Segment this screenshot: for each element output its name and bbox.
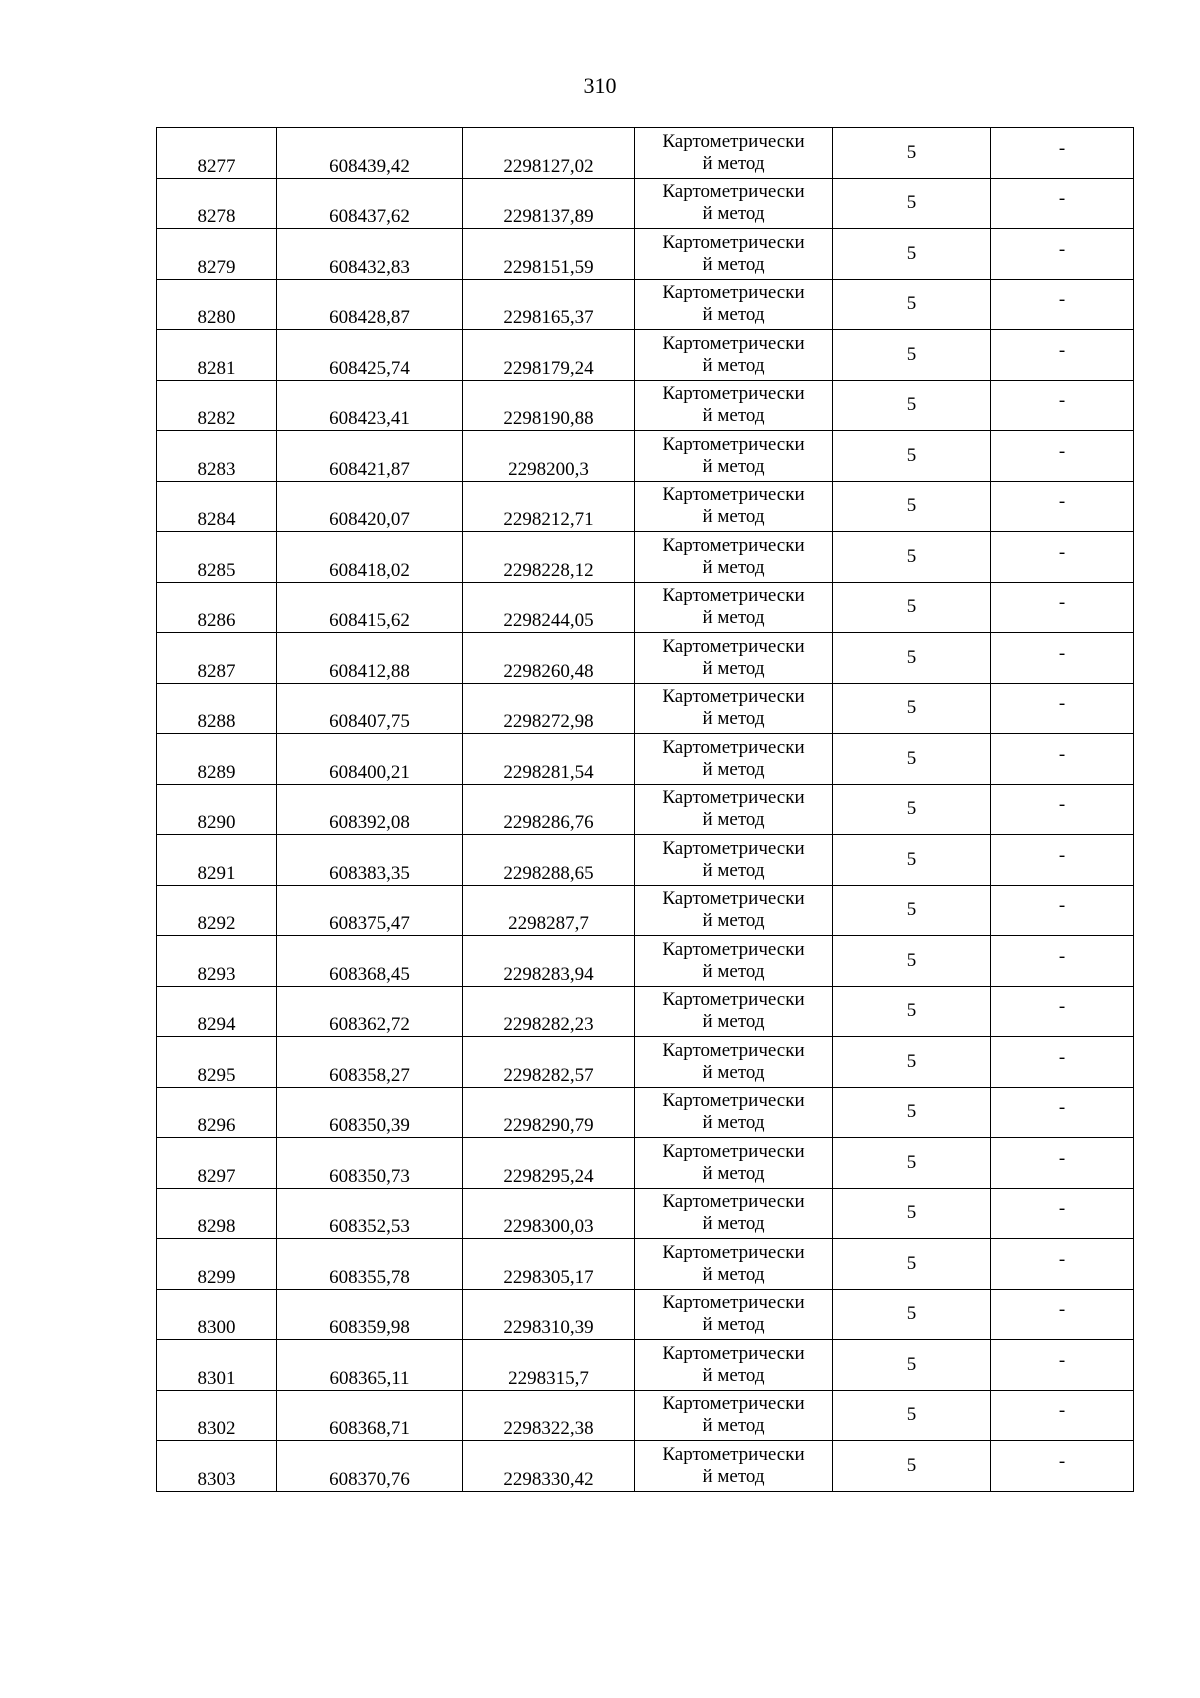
y-coordinate-cell: 2298310,39: [463, 1289, 635, 1340]
note-text: -: [1058, 996, 1066, 1018]
method-line-1: Картометрически: [662, 383, 805, 405]
note-cell: [991, 986, 1134, 1037]
accuracy-cell: 5: [833, 1037, 991, 1088]
note-text: -: [1058, 541, 1066, 563]
point-number-cell: 8301: [157, 1340, 277, 1391]
point-number-cell: 8295: [157, 1037, 277, 1088]
method-line-2: й метод: [702, 1061, 765, 1083]
note-text: -: [1058, 289, 1066, 311]
point-number-cell: 8279: [157, 229, 277, 280]
method-line-2: й метод: [702, 203, 765, 225]
note-cell: [991, 683, 1134, 734]
x-coordinate-cell: 608365,11: [277, 1340, 463, 1391]
point-number-cell: 8299: [157, 1239, 277, 1290]
x-coordinate-cell: 608368,71: [277, 1390, 463, 1441]
method-cell: [635, 1037, 833, 1088]
method-line-1: Картометрически: [662, 1241, 805, 1263]
note-text: -: [1058, 1400, 1066, 1422]
point-number-cell: 8280: [157, 279, 277, 330]
note-cell: [991, 1340, 1134, 1391]
method-line-2: й метод: [702, 152, 765, 174]
method-line-1: Картометрически: [662, 282, 805, 304]
y-coordinate-cell: 2298228,12: [463, 532, 635, 583]
x-coordinate-cell: 608362,72: [277, 986, 463, 1037]
method-line-2: й метод: [702, 1415, 765, 1437]
point-number-cell: 8289: [157, 734, 277, 785]
point-number-cell: 8288: [157, 683, 277, 734]
method-line-2: й метод: [702, 1364, 765, 1386]
note-cell: [991, 532, 1134, 583]
note-cell: [991, 481, 1134, 532]
point-number-cell: 8294: [157, 986, 277, 1037]
x-coordinate-cell: 608350,39: [277, 1087, 463, 1138]
accuracy-cell: 5: [833, 683, 991, 734]
method-line-1: Картометрически: [662, 130, 805, 152]
method-cell: [635, 1239, 833, 1290]
note-text: -: [1058, 390, 1066, 412]
x-coordinate-cell: 608439,42: [277, 128, 463, 179]
coordinates-table-body: [157, 128, 1134, 1492]
x-coordinate-cell: 608425,74: [277, 330, 463, 381]
method-line-2: й метод: [702, 910, 765, 932]
accuracy-cell: 5: [833, 734, 991, 785]
accuracy-cell: 5: [833, 229, 991, 280]
table-row: [157, 431, 1134, 482]
method-line-2: й метод: [702, 1162, 765, 1184]
method-cell: [635, 1340, 833, 1391]
table-row: [157, 1390, 1134, 1441]
method-line-2: й метод: [702, 657, 765, 679]
method-line-2: й метод: [702, 859, 765, 881]
note-cell: [991, 431, 1134, 482]
method-line-1: Картометрически: [662, 1393, 805, 1415]
y-coordinate-cell: 2298190,88: [463, 380, 635, 431]
method-line-2: й метод: [702, 1263, 765, 1285]
point-number-cell: 8284: [157, 481, 277, 532]
y-coordinate-cell: 2298288,65: [463, 835, 635, 886]
method-cell: [635, 380, 833, 431]
method-cell: [635, 734, 833, 785]
note-text: -: [1058, 188, 1066, 210]
accuracy-cell: 5: [833, 532, 991, 583]
x-coordinate-cell: 608407,75: [277, 683, 463, 734]
table-row: [157, 1239, 1134, 1290]
note-text: -: [1058, 1349, 1066, 1371]
method-cell: [635, 532, 833, 583]
method-cell: [635, 229, 833, 280]
page-number: 310: [583, 73, 617, 98]
method-line-2: й метод: [702, 253, 765, 275]
method-line-1: Картометрически: [662, 1342, 805, 1364]
method-line-1: Картометрически: [662, 787, 805, 809]
x-coordinate-cell: 608412,88: [277, 633, 463, 684]
method-line-1: Картометрически: [662, 686, 805, 708]
x-coordinate-cell: 608355,78: [277, 1239, 463, 1290]
method-cell: [635, 178, 833, 229]
note-text: -: [1058, 743, 1066, 765]
method-cell: [635, 1087, 833, 1138]
accuracy-cell: 5: [833, 1289, 991, 1340]
note-cell: [991, 1441, 1134, 1492]
accuracy-cell: 5: [833, 633, 991, 684]
method-cell: [635, 1441, 833, 1492]
x-coordinate-cell: 608383,35: [277, 835, 463, 886]
method-line-1: Картометрически: [662, 1191, 805, 1213]
note-cell: [991, 1239, 1134, 1290]
accuracy-cell: 5: [833, 380, 991, 431]
table-row: [157, 1441, 1134, 1492]
method-cell: [635, 1138, 833, 1189]
y-coordinate-cell: 2298287,7: [463, 885, 635, 936]
note-text: -: [1058, 592, 1066, 614]
method-line-1: Картометрически: [662, 534, 805, 556]
y-coordinate-cell: 2298295,24: [463, 1138, 635, 1189]
accuracy-cell: 5: [833, 1087, 991, 1138]
note-cell: [991, 784, 1134, 835]
table-row: [157, 1087, 1134, 1138]
accuracy-cell: 5: [833, 1138, 991, 1189]
accuracy-cell: 5: [833, 582, 991, 633]
note-text: -: [1058, 844, 1066, 866]
note-cell: [991, 1188, 1134, 1239]
accuracy-cell: 5: [833, 178, 991, 229]
accuracy-cell: 5: [833, 330, 991, 381]
method-line-2: й метод: [702, 1314, 765, 1336]
note-text: -: [1058, 945, 1066, 967]
point-number-cell: 8281: [157, 330, 277, 381]
x-coordinate-cell: 608432,83: [277, 229, 463, 280]
note-text: -: [1058, 137, 1066, 159]
point-number-cell: 8296: [157, 1087, 277, 1138]
method-line-2: й метод: [702, 708, 765, 730]
table-row: [157, 885, 1134, 936]
table-row: [157, 683, 1134, 734]
method-line-1: Картометрически: [662, 332, 805, 354]
table-row: [157, 986, 1134, 1037]
point-number-cell: 8297: [157, 1138, 277, 1189]
note-text: -: [1058, 339, 1066, 361]
table-row: [157, 734, 1134, 785]
note-cell: [991, 936, 1134, 987]
accuracy-cell: 5: [833, 1441, 991, 1492]
note-cell: [991, 1087, 1134, 1138]
method-cell: [635, 481, 833, 532]
x-coordinate-cell: 608358,27: [277, 1037, 463, 1088]
y-coordinate-cell: 2298179,24: [463, 330, 635, 381]
x-coordinate-cell: 608350,73: [277, 1138, 463, 1189]
method-line-1: Картометрически: [662, 989, 805, 1011]
note-cell: [991, 1390, 1134, 1441]
method-line-1: Картометрически: [662, 1039, 805, 1061]
method-line-2: й метод: [702, 809, 765, 831]
y-coordinate-cell: 2298290,79: [463, 1087, 635, 1138]
point-number-cell: 8298: [157, 1188, 277, 1239]
table-row: [157, 380, 1134, 431]
method-line-1: Картометрически: [662, 736, 805, 758]
note-cell: [991, 582, 1134, 633]
y-coordinate-cell: 2298127,02: [463, 128, 635, 179]
y-coordinate-cell: 2298281,54: [463, 734, 635, 785]
method-line-2: й метод: [702, 354, 765, 376]
x-coordinate-cell: 608423,41: [277, 380, 463, 431]
y-coordinate-cell: 2298272,98: [463, 683, 635, 734]
method-line-2: й метод: [702, 607, 765, 629]
accuracy-cell: 5: [833, 1340, 991, 1391]
method-cell: [635, 1289, 833, 1340]
table-row: [157, 936, 1134, 987]
table-row: [157, 532, 1134, 583]
note-text: -: [1058, 1046, 1066, 1068]
note-text: -: [1058, 1450, 1066, 1472]
accuracy-cell: 5: [833, 1390, 991, 1441]
table-row: [157, 633, 1134, 684]
coordinates-table: [156, 127, 1134, 1492]
x-coordinate-cell: 608415,62: [277, 582, 463, 633]
y-coordinate-cell: 2298212,71: [463, 481, 635, 532]
accuracy-cell: 5: [833, 1239, 991, 1290]
method-cell: [635, 784, 833, 835]
y-coordinate-cell: 2298244,05: [463, 582, 635, 633]
method-cell: [635, 431, 833, 482]
note-cell: [991, 1037, 1134, 1088]
method-line-2: й метод: [702, 758, 765, 780]
x-coordinate-cell: 608359,98: [277, 1289, 463, 1340]
method-line-2: й метод: [702, 455, 765, 477]
x-coordinate-cell: 608400,21: [277, 734, 463, 785]
y-coordinate-cell: 2298330,42: [463, 1441, 635, 1492]
x-coordinate-cell: 608352,53: [277, 1188, 463, 1239]
point-number-cell: 8277: [157, 128, 277, 179]
accuracy-cell: 5: [833, 1188, 991, 1239]
method-line-1: Картометрически: [662, 433, 805, 455]
y-coordinate-cell: 2298137,89: [463, 178, 635, 229]
method-line-1: Картометрически: [662, 484, 805, 506]
table-row: [157, 1340, 1134, 1391]
table-row: [157, 279, 1134, 330]
method-line-1: Картометрически: [662, 888, 805, 910]
point-number-cell: 8282: [157, 380, 277, 431]
note-text: -: [1058, 1097, 1066, 1119]
method-line-2: й метод: [702, 304, 765, 326]
note-text: -: [1058, 693, 1066, 715]
point-number-cell: 8283: [157, 431, 277, 482]
x-coordinate-cell: 608437,62: [277, 178, 463, 229]
method-line-1: Картометрически: [662, 181, 805, 203]
method-cell: [635, 683, 833, 734]
note-cell: [991, 734, 1134, 785]
accuracy-cell: 5: [833, 431, 991, 482]
note-cell: [991, 633, 1134, 684]
note-text: -: [1058, 1198, 1066, 1220]
method-cell: [635, 885, 833, 936]
accuracy-cell: 5: [833, 885, 991, 936]
note-cell: [991, 1289, 1134, 1340]
point-number-cell: 8292: [157, 885, 277, 936]
table-row: [157, 481, 1134, 532]
y-coordinate-cell: 2298322,38: [463, 1390, 635, 1441]
x-coordinate-cell: 608392,08: [277, 784, 463, 835]
method-line-1: Картометрически: [662, 1292, 805, 1314]
note-text: -: [1058, 895, 1066, 917]
y-coordinate-cell: 2298200,3: [463, 431, 635, 482]
table-row: [157, 330, 1134, 381]
note-cell: [991, 330, 1134, 381]
method-cell: [635, 128, 833, 179]
note-text: -: [1058, 1248, 1066, 1270]
point-number-cell: 8290: [157, 784, 277, 835]
note-text: -: [1058, 1299, 1066, 1321]
table-row: [157, 1289, 1134, 1340]
table-row: [157, 784, 1134, 835]
y-coordinate-cell: 2298151,59: [463, 229, 635, 280]
point-number-cell: 8300: [157, 1289, 277, 1340]
accuracy-cell: 5: [833, 835, 991, 886]
table-row: [157, 1138, 1134, 1189]
x-coordinate-cell: 608370,76: [277, 1441, 463, 1492]
note-cell: [991, 178, 1134, 229]
note-text: -: [1058, 642, 1066, 664]
method-line-2: й метод: [702, 1112, 765, 1134]
y-coordinate-cell: 2298283,94: [463, 936, 635, 987]
note-cell: [991, 1138, 1134, 1189]
point-number-cell: 8302: [157, 1390, 277, 1441]
note-cell: [991, 128, 1134, 179]
note-cell: [991, 229, 1134, 280]
point-number-cell: 8293: [157, 936, 277, 987]
method-cell: [635, 986, 833, 1037]
table-row: [157, 835, 1134, 886]
y-coordinate-cell: 2298315,7: [463, 1340, 635, 1391]
point-number-cell: 8303: [157, 1441, 277, 1492]
note-text: -: [1058, 440, 1066, 462]
method-line-1: Картометрически: [662, 1443, 805, 1465]
table-row: [157, 1037, 1134, 1088]
x-coordinate-cell: 608421,87: [277, 431, 463, 482]
method-line-1: Картометрически: [662, 1090, 805, 1112]
method-cell: [635, 936, 833, 987]
note-text: -: [1058, 491, 1066, 513]
method-cell: [635, 633, 833, 684]
method-line-1: Картометрически: [662, 938, 805, 960]
x-coordinate-cell: 608418,02: [277, 532, 463, 583]
method-cell: [635, 279, 833, 330]
table-row: [157, 128, 1134, 179]
method-line-1: Картометрически: [662, 231, 805, 253]
point-number-cell: 8278: [157, 178, 277, 229]
x-coordinate-cell: 608428,87: [277, 279, 463, 330]
method-line-2: й метод: [702, 1011, 765, 1033]
y-coordinate-cell: 2298305,17: [463, 1239, 635, 1290]
table-row: [157, 229, 1134, 280]
y-coordinate-cell: 2298282,57: [463, 1037, 635, 1088]
method-cell: [635, 835, 833, 886]
table-row: [157, 1188, 1134, 1239]
table-row: [157, 582, 1134, 633]
method-cell: [635, 1390, 833, 1441]
method-cell: [635, 330, 833, 381]
y-coordinate-cell: 2298260,48: [463, 633, 635, 684]
method-line-2: й метод: [702, 960, 765, 982]
accuracy-cell: 5: [833, 936, 991, 987]
accuracy-cell: 5: [833, 481, 991, 532]
y-coordinate-cell: 2298300,03: [463, 1188, 635, 1239]
accuracy-cell: 5: [833, 279, 991, 330]
method-cell: [635, 1188, 833, 1239]
method-line-2: й метод: [702, 405, 765, 427]
method-line-1: Картометрически: [662, 1140, 805, 1162]
note-cell: [991, 279, 1134, 330]
accuracy-cell: 5: [833, 986, 991, 1037]
note-cell: [991, 380, 1134, 431]
method-line-1: Картометрически: [662, 585, 805, 607]
x-coordinate-cell: 608375,47: [277, 885, 463, 936]
y-coordinate-cell: 2298282,23: [463, 986, 635, 1037]
method-line-1: Картометрически: [662, 837, 805, 859]
accuracy-cell: 5: [833, 784, 991, 835]
table-row: [157, 178, 1134, 229]
note-text: -: [1058, 1147, 1066, 1169]
point-number-cell: 8291: [157, 835, 277, 886]
method-line-2: й метод: [702, 556, 765, 578]
note-cell: [991, 885, 1134, 936]
point-number-cell: 8287: [157, 633, 277, 684]
note-text: -: [1058, 794, 1066, 816]
point-number-cell: 8286: [157, 582, 277, 633]
method-cell: [635, 582, 833, 633]
x-coordinate-cell: 608420,07: [277, 481, 463, 532]
method-line-2: й метод: [702, 1465, 765, 1487]
method-line-2: й метод: [702, 506, 765, 528]
method-line-1: Картометрически: [662, 635, 805, 657]
x-coordinate-cell: 608368,45: [277, 936, 463, 987]
method-line-2: й метод: [702, 1213, 765, 1235]
accuracy-cell: 5: [833, 128, 991, 179]
y-coordinate-cell: 2298286,76: [463, 784, 635, 835]
y-coordinate-cell: 2298165,37: [463, 279, 635, 330]
point-number-cell: 8285: [157, 532, 277, 583]
note-text: -: [1058, 238, 1066, 260]
note-cell: [991, 835, 1134, 886]
